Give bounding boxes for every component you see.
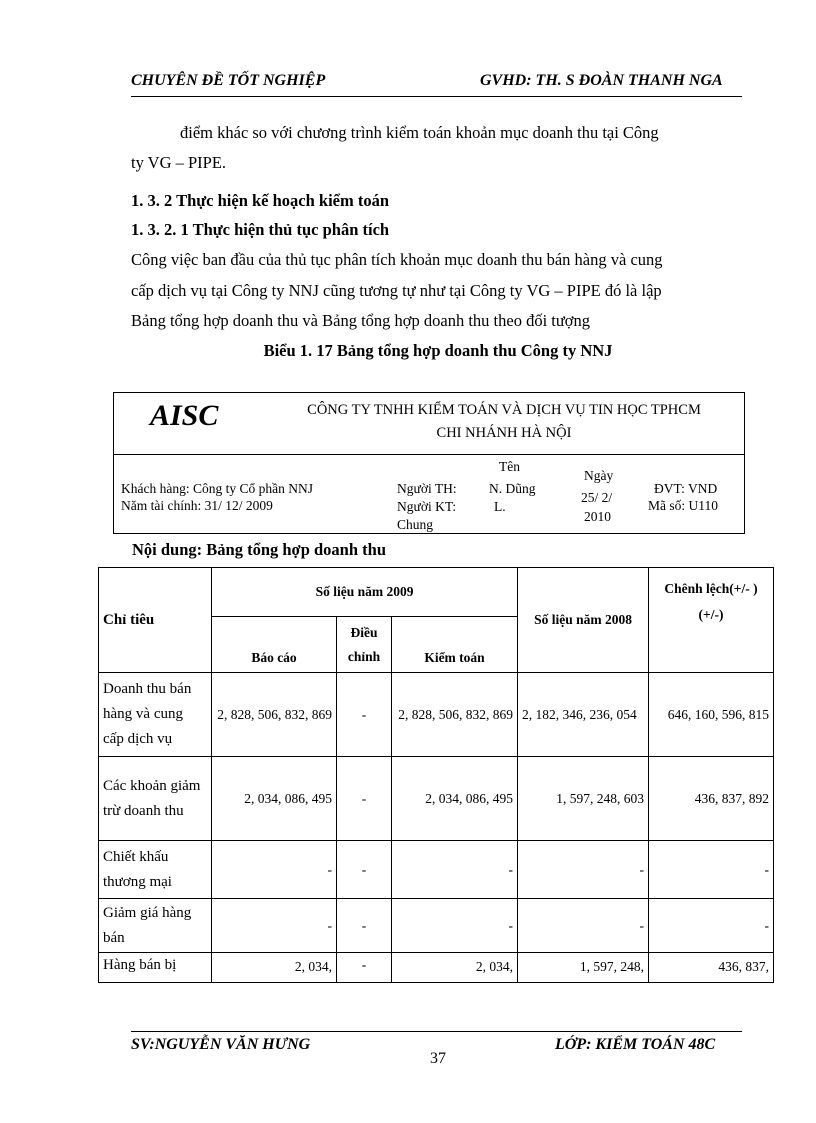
aisc-company-name <box>274 399 734 445</box>
cell-adjust: - <box>337 841 392 899</box>
page-number: 37 <box>430 1050 446 1067</box>
row-label: Hàng bán bị <box>99 953 212 983</box>
cell-diff: 646, 160, 596, 815 <box>649 673 774 757</box>
client-label: Khách hàng: Công ty Cổ phần NNJ <box>121 481 313 496</box>
table-row <box>99 899 774 953</box>
row-label: Doanh thu bán hàng và cung cấp dịch vụ <box>99 673 212 757</box>
cell-diff: 436, 837, 892 <box>649 757 774 841</box>
table-header-row <box>99 568 774 617</box>
footer-left: SV:NGUYỄN VĂN HƯNG <box>131 1036 311 1053</box>
company-line2: CHI NHÁNH HÀ NỘI <box>436 425 572 441</box>
company-line1: CÔNG TY TNHH KIỂM TOÁN VÀ DỊCH VỤ TIN HỌC TPHCM <box>307 402 701 418</box>
paragraph1-line2: ty VG – PIPE. <box>131 153 227 172</box>
client-info-box <box>113 454 745 534</box>
cell-adjust: - <box>337 757 392 841</box>
paragraph2-line2: cấp dịch vụ tại Công ty NNJ cũng tương tự như tại Công ty VG – PIPE đó là lập <box>131 281 662 300</box>
cell-report: 2, 034, 086, 495 <box>212 757 337 841</box>
cell-2008: 1, 597, 248, 603 <box>518 757 649 841</box>
heading-section: 1. 3. 2 Thực hiện kế hoạch kiểm toán <box>131 191 390 210</box>
heading-subsection: 1. 3. 2. 1 Thực hiện thủ tục phân tích <box>131 220 390 239</box>
code-label: Mã số: U110 <box>648 498 718 513</box>
revenue-summary-table <box>98 567 774 983</box>
header-adjust: Điều chỉnh <box>337 617 392 673</box>
row-label: Giảm giá hàng bán <box>99 899 212 953</box>
footer-right: LỚP: KIỂM TOÁN 48C <box>555 1036 716 1053</box>
name-header: Tên <box>499 459 520 474</box>
header-diff-sub: (+/-) <box>698 607 724 622</box>
reviewer-name: L. <box>494 499 506 514</box>
row-label: Các khoản giảm trừ doanh thu <box>99 757 212 841</box>
date-line2: 2010 <box>584 509 611 524</box>
reviewer-label: Người KT: <box>397 499 457 514</box>
cell-report: - <box>212 841 337 899</box>
header-diff-label: Chênh lệch(+/- ) <box>664 581 758 596</box>
cell-adjust: - <box>337 673 392 757</box>
reviewer-name-cont: Chung <box>397 517 434 532</box>
fiscal-year-label: Năm tài chính: 31/ 12/ 2009 <box>121 498 273 513</box>
cell-audit: 2, 828, 506, 832, 869 <box>392 673 518 757</box>
header-right: GVHD: TH. S ĐOÀN THANH NGA <box>480 72 723 89</box>
paragraph2-line3: Bảng tổng hợp doanh thu và Bảng tổng hợp doanh thu theo đối tượng <box>131 311 591 330</box>
cell-2008: 2, 182, 346, 236, 054 <box>518 673 649 757</box>
cell-audit: 2, 034, <box>392 953 518 983</box>
paragraph2-line1: Công việc ban đầu của thủ tục phân tích khoản mục doanh thu bán hàng và cung <box>131 250 663 269</box>
header-audit: Kiểm toán <box>392 617 518 673</box>
cell-audit: 2, 034, 086, 495 <box>392 757 518 841</box>
cell-2008: - <box>518 841 649 899</box>
header-rule <box>131 96 742 97</box>
preparer-name: N. Dũng <box>489 481 536 496</box>
table-caption: Biểu 1. 17 Bảng tổng hợp doanh thu Công ty NNJ <box>263 341 613 360</box>
row-label: Chiết khấu thương mại <box>99 841 212 899</box>
header-2008: Số liệu năm 2008 <box>518 568 649 673</box>
cell-diff: - <box>649 841 774 899</box>
table-row <box>99 757 774 841</box>
cell-report: 2, 828, 506, 832, 869 <box>212 673 337 757</box>
cell-2008: - <box>518 899 649 953</box>
cell-2008: 1, 597, 248, <box>518 953 649 983</box>
date-line1: 25/ 2/ <box>581 490 613 505</box>
unit-label: ĐVT: VND <box>654 481 718 496</box>
header-report: Báo cáo <box>212 617 337 673</box>
header-2009: Số liệu năm 2009 <box>212 568 518 617</box>
cell-audit: - <box>392 841 518 899</box>
table-row <box>99 841 774 899</box>
header-indicator: Chỉ tiêu <box>99 568 212 673</box>
header-left: CHUYÊN ĐỀ TỐT NGHIỆP <box>131 72 326 89</box>
table-row <box>99 673 774 757</box>
cell-diff: 436, 837, <box>649 953 774 983</box>
cell-adjust: - <box>337 899 392 953</box>
cell-adjust: - <box>337 953 392 983</box>
aisc-logo: AISC <box>150 399 219 432</box>
aisc-header-box <box>113 392 745 455</box>
cell-report: 2, 034, <box>212 953 337 983</box>
cell-diff: - <box>649 899 774 953</box>
paragraph1-line1: điểm khác so với chương trình kiểm toán khoản mục doanh thu tại Công <box>180 123 659 142</box>
table-row <box>99 953 774 983</box>
date-header: Ngày <box>584 468 614 483</box>
cell-audit: - <box>392 899 518 953</box>
preparer-label: Người TH: <box>397 481 457 496</box>
header-diff <box>649 568 774 673</box>
content-label: Nội dung: Bảng tổng hợp doanh thu <box>132 540 386 559</box>
footer-rule <box>131 1031 742 1032</box>
cell-report: - <box>212 899 337 953</box>
